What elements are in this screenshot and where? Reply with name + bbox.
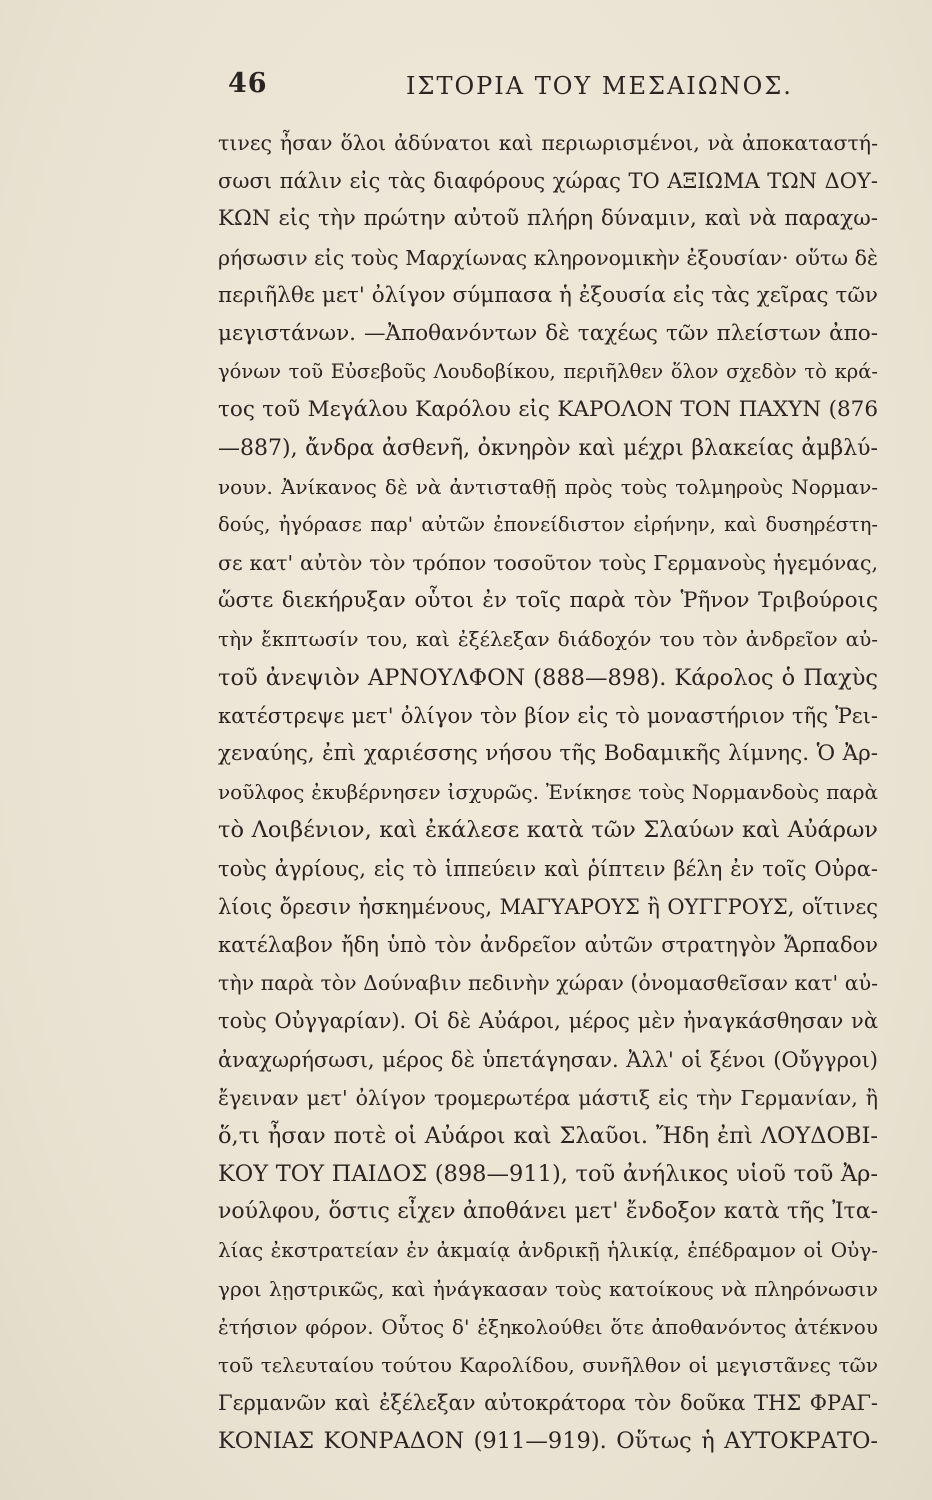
text-line: σωσι πάλιν εἰς τὰς διαφόρους χώρας ΤΟ ΑΞΙΩΜΑ ΤΩΝ ΔΟΥ-	[218, 169, 878, 194]
text-line: γόνων τοῦ Εὐσεβοῦς Λουδοβίκου, περιῆλθεν ὅλον σχεδὸν τὸ κρά-	[218, 360, 878, 384]
page-header	[228, 68, 888, 108]
text-line: λίας ἐκστρατείαν ἐν ἀκμαίᾳ ἀνδρικῇ ἡλικίᾳ, ἐπέδραμον οἱ Οὐγ-	[218, 1238, 878, 1263]
text-line: τινες ἦσαν ὅλοι ἀδύνατοι καὶ περιωρισμένοι, νὰ ἀποκαταστή-	[218, 131, 878, 155]
text-line: ἐτήσιον φόρον. Οὗτος δ' ἐξηκολούθει ὅτε ἀποθανόντος ἀτέκνου	[218, 1314, 878, 1339]
text-line: σε κατ' αὐτὸν τὸν τρόπον τοσοῦτον τοὺς Γερμανοὺς ἡγεμόνας,	[218, 551, 878, 576]
text-line: νοῦλφος ἐκυβέρνησεν ἰσχυρῶς. Ἐνίκησε τοὺς Νορμανδοὺς παρὰ	[218, 780, 878, 805]
text-line: νούλφου, ὅστις εἶχεν ἀποθάνει μετ' ἔνδοξον κατὰ τῆς Ἰτα-	[218, 1199, 878, 1225]
text-line: τὸ Λοιβένιον, καὶ ἐκάλεσε κατὰ τῶν Σλαύων καὶ Αὐάρων	[218, 817, 878, 844]
text-line: τοὺς Οὐγγαρίαν). Οἱ δὲ Αὐάροι, μέρος μὲν ἠναγκάσθησαν νὰ	[218, 1009, 878, 1034]
text-line: ΚΩΝ εἰς τὴν πρώτην αὐτοῦ πλήρη δύναμιν, καὶ νὰ παραχω-	[218, 206, 878, 232]
text-line: γροι λῃστρικῶς, καὶ ἠνάγκασαν τοὺς κατοίκους νὰ πληρόνωσιν	[218, 1276, 878, 1301]
body-text	[218, 124, 878, 1461]
text-line: ρήσωσιν εἰς τοὺς Μαρχίωνας κληρονομικὴν ἐξουσίαν· οὕτω δὲ	[218, 245, 878, 270]
text-line: ἔγειναν μετ' ὀλίγον τρομερωτέρα μάστιξ εἰς τὴν Γερμανίαν, ἢ	[218, 1085, 878, 1110]
text-line: τὴν ἔκπτωσίν του, καὶ ἐξέλεξαν διάδοχόν του τὸν ἀνδρεῖον αὐ-	[218, 627, 878, 652]
text-line: λίοις ὄρεσιν ἠσκημένους, ΜΑΓΥΑΡΟΥΣ ἢ ΟΥΓΓΡΟΥΣ, οἵτινες	[218, 894, 878, 919]
text-line: —887), ἄνδρα ἀσθενῆ, ὀκνηρὸν καὶ μέχρι βλακείας ἀμβλύ-	[218, 435, 878, 461]
text-line: τοὺς ἀγρίους, εἰς τὸ ἱππεύειν καὶ ῥίπτειν βέλη ἐν τοῖς Οὐρα-	[218, 856, 878, 881]
text-line: ΚΟΥ ΤΟΥ ΠΑΙΔΟΣ (898—911), τοῦ ἀνήλικος υἱοῦ τοῦ Ἀρ-	[218, 1161, 878, 1188]
text-line: ΚΟΝΙΑΣ ΚΟΝΡΑΔΟΝ (911—919). Οὕτως ἡ ΑΥΤΟΚΡΑΤΟ-	[218, 1428, 878, 1455]
running-title: ΙΣΤΟΡΙΑ ΤΟΥ ΜΕΣΑΙΩΝΟΣ.	[406, 72, 793, 100]
text-line: χεναύης, ἐπὶ χαριέσσης νήσου τῆς Βοδαμικῆς λίμνης. Ὁ Ἀρ-	[218, 741, 878, 766]
text-line: περιῆλθε μετ' ὀλίγον σύμπασα ἡ ἐξουσία εἰς τὰς χεῖρας τῶν	[218, 282, 878, 308]
text-line: τοῦ ἀνεψιὸν ΑΡΝΟΥΛΦΟΝ (888—898). Κάρολος ὁ Παχὺς	[218, 664, 878, 691]
page-number: 46	[228, 68, 268, 99]
text-line: νουν. Ἀνίκανος δὲ νὰ ἀντισταθῇ πρὸς τοὺς τολμηροὺς Νορμαν-	[218, 474, 878, 499]
text-line: κατέλαβον ἤδη ὑπὸ τὸν ἀνδρεῖον αὐτῶν στρατηγὸν Ἄρπαδον	[218, 932, 878, 957]
text-line: μεγιστάνων. —Ἀποθανόντων δὲ ταχέως τῶν πλείστων ἀπο-	[218, 320, 878, 346]
text-line: κατέστρεψε μετ' ὀλίγον τὸν βίον εἰς τὸ μοναστήριον τῆς Ῥει-	[218, 703, 878, 728]
text-line: ὥστε διεκήρυξαν οὗτοι ἐν τοῖς παρὰ τὸν Ῥῆνον Τριβούροις	[218, 588, 878, 614]
text-line: τοῦ τελευταίου τούτου Καρολίδου, συνῆλθον οἱ μεγιστᾶνες τῶν	[218, 1353, 878, 1377]
text-line: ὅ,τι ἦσαν ποτὲ οἱ Αὐάροι καὶ Σλαῦοι. Ἤδη ἐπὶ ΛΟΥΔΟΒΙ-	[218, 1122, 878, 1149]
text-line: Γερμανῶν καὶ ἐξέλεξαν αὐτοκράτορα τὸν δοῦκα ΤΗΣ ΦΡΑΓ-	[218, 1391, 878, 1416]
text-line: ἀναχωρήσωσι, μέρος δὲ ὑπετάγησαν. Ἀλλ' οἱ ξένοι (Οὔγγροι)	[218, 1047, 878, 1072]
text-line: δούς, ἠγόρασε παρ' αὐτῶν ἐπονείδιστον εἰρήνην, καὶ δυσηρέστη-	[218, 512, 878, 536]
text-line: τος τοῦ Μεγάλου Καρόλου εἰς ΚΑΡΟΛΟΝ ΤΟΝ ΠΑΧΥΝ (876	[218, 397, 878, 423]
text-line: τὴν παρὰ τὸν Δούναβιν πεδινὴν χώραν (ὀνομασθεῖσαν κατ' αὐ-	[218, 971, 878, 996]
